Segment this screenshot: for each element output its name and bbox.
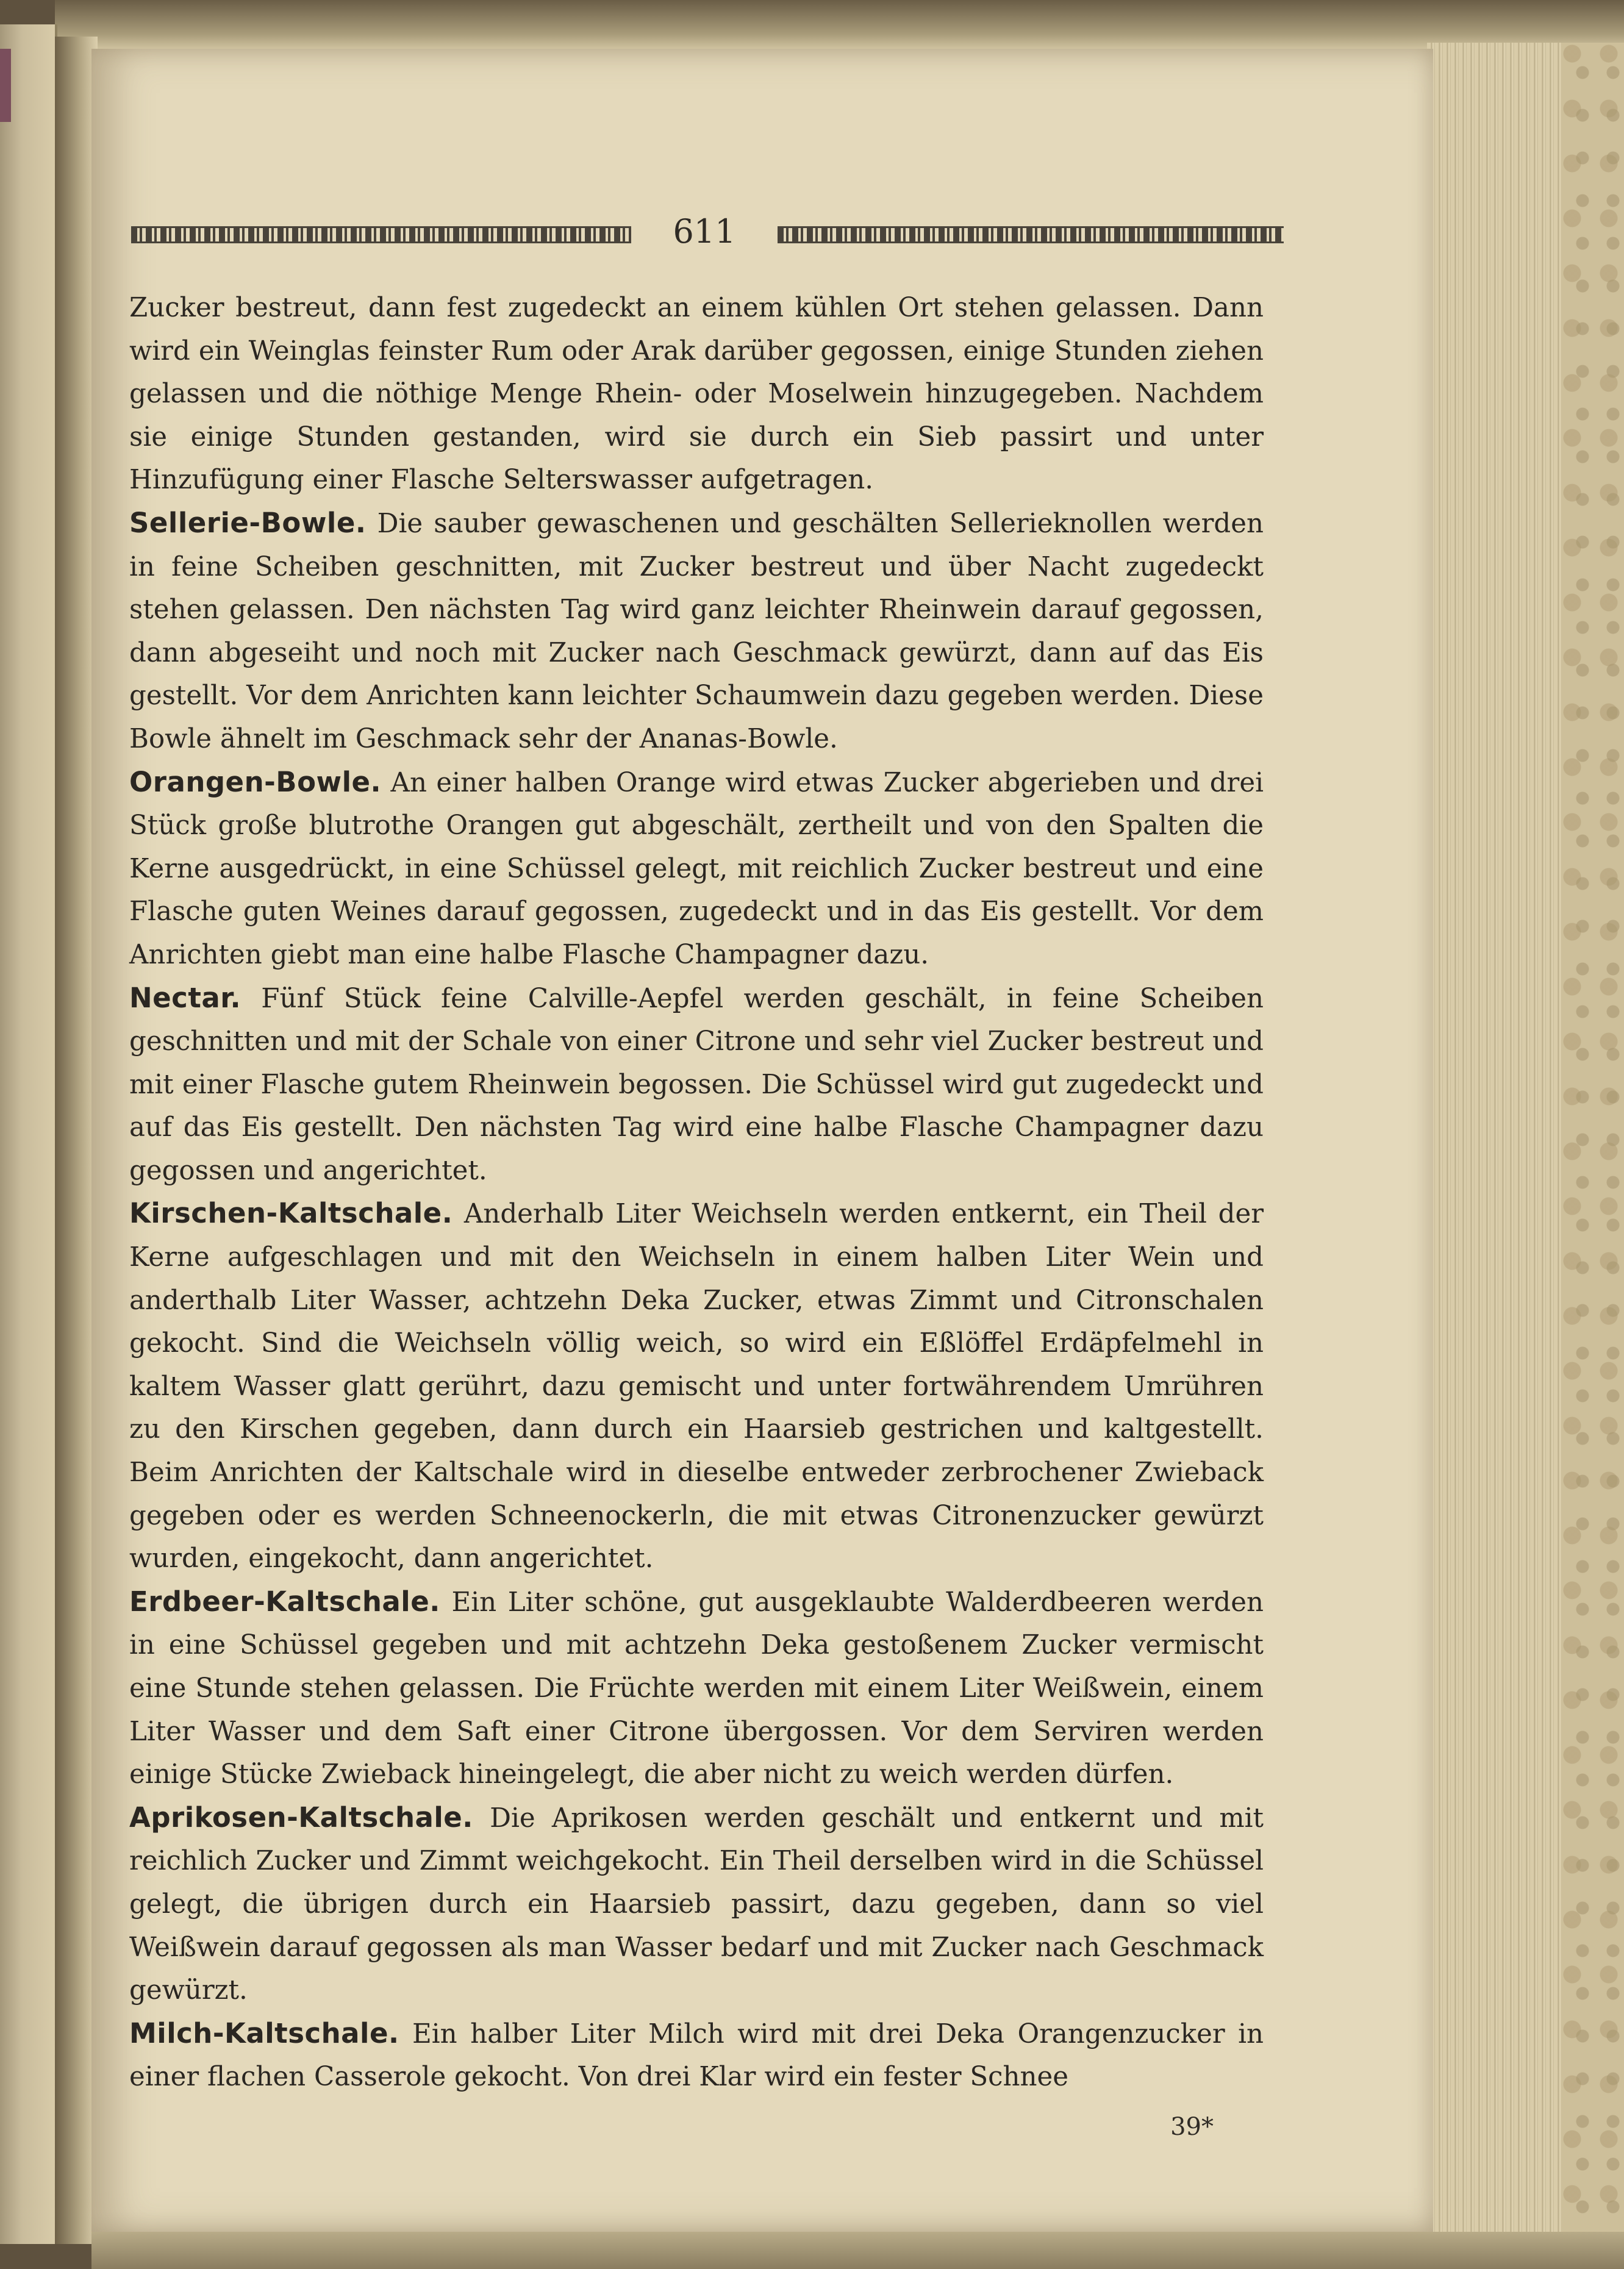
book-bottom-edge <box>91 2232 1624 2269</box>
recipe-kirschen-kaltschale <box>129 1192 1264 1580</box>
book-top-edge <box>55 0 1624 49</box>
page-body <box>129 287 1264 2099</box>
recipe-title: Nectar. <box>129 981 241 1014</box>
recipe-title: Milch-Kaltschale. <box>129 2017 399 2049</box>
header-ornament-right <box>778 226 1284 243</box>
recipe-sellerie-bowle <box>129 502 1264 761</box>
recipe-milch-kaltschale <box>129 2012 1264 2099</box>
endpaper-pattern <box>1561 43 1624 2238</box>
page-number: 611 <box>673 212 736 251</box>
paragraph-text: Zucker bestreut, dann fest zugedeckt an einem kühlen Ort stehen gelassen. Dann wird ein Weinglas feinster Rum oder Arak darüber gegossen, einige Stunden ziehen gelassen und die nöthige Menge Rhein- oder Moselwein hinzugegeben. Nachdem sie einige Stunden gestanden, wird sie durch ein Sieb passirt und unter Hinzufügung einer Flasche Selterswasser aufgetragen. <box>129 293 1264 496</box>
recipe-text: Die sauber gewaschenen und geschälten Sellerieknollen werden in feine Scheiben geschnitten, mit Zucker bestreut und über Nacht zugedeckt stehen gelassen. Den nächsten Tag wird ganz leichter Rheinwein darauf gegossen, dann abgeseiht und noch mit Zucker nach Geschmack gewürzt, dann auf das Eis gestellt. Vor dem Anrichten kann leichter Schaumwein dazu gegeben werden. Diese Bowle ähnelt im Geschmack sehr der Ananas-Bowle. <box>129 508 1264 754</box>
recipe-title: Orangen-Bowle. <box>129 765 382 798</box>
recipe-title: Kirschen-Kaltschale. <box>129 1197 453 1230</box>
paragraph-continuation <box>129 287 1264 502</box>
recipe-text: Anderhalb Liter Weichseln werden entkernt, ein Theil der Kerne aufgeschlagen und mit den Weichseln in einem halben Liter Wein und anderthalb Liter Wasser, achtzehn Deka Zucker, etwas Zimmt und Citronschalen gekocht. Sind die Weichseln völlig weich, so wird ein Eßlöffel Erdäpfelmehl in kaltem Wasser glatt gerührt, dazu gemischt und unter fortwährendem Umrühren zu den Kirschen gegeben, dann durch ein Haarsieb gestrichen und kaltgestellt. Beim Anrichten der Kaltschale wird in dieselbe entweder zerbrochener Zwieback gegeben oder es werden Schneenockerln, die mit etwas Citronenzucker gewürzt wurden, eingekocht, dann angerichtet. <box>129 1199 1264 1574</box>
bookmark-strip <box>0 49 11 122</box>
recipe-text: Ein halber Liter Milch wird mit drei Deka Orangenzucker in einer flachen Casserole gekocht. Von drei Klar wird ein fester Schnee <box>129 2018 1264 2093</box>
recipe-text: Die Aprikosen werden geschält und entkernt und mit reichlich Zucker und Zimmt weichgekocht. Ein Theil derselben wird in die Schüssel gelegt, die übrigen durch ein Haarsieb passirt, dazu gegeben, dann so viel Weißwein darauf gegossen als man Wasser bedarf und mit Zucker nach Geschmack gewürzt. <box>129 1803 1264 2006</box>
recipe-text: Ein Liter schöne, gut ausgeklaubte Walderdbeeren werden in eine Schüssel gegeben und mit achtzehn Deka gestoßenem Zucker vermischt eine Stunde stehen gelassen. Die Früchte werden mit einem Liter Weißwein, einem Liter Wasser und dem Saft einer Citrone übergossen. Vor dem Serviren werden einige Stücke Zwieback hineingelegt, die aber nicht zu weich werden dürfen. <box>129 1587 1264 1790</box>
page-header <box>131 210 1284 253</box>
recipe-title: Aprikosen-Kaltschale. <box>129 1801 473 1834</box>
recipe-title: Sellerie-Bowle. <box>129 506 367 539</box>
signature-mark: 39* <box>1170 2113 1214 2141</box>
recipe-erdbeer-kaltschale <box>129 1581 1264 1796</box>
recipe-title: Erdbeer-Kaltschale. <box>129 1585 440 1618</box>
previous-page-edge <box>0 24 57 2244</box>
recipe-orangen-bowle <box>129 761 1264 977</box>
header-ornament-left <box>131 226 631 243</box>
recipe-nectar <box>129 977 1264 1193</box>
recipe-aprikosen-kaltschale <box>129 1796 1264 2012</box>
recipe-text: Fünf Stück feine Calville-Aepfel werden geschält, in feine Scheiben geschnitten und mit der Schale von einer Citrone und sehr viel Zucker bestreut und mit einer Flasche gutem Rheinwein begossen. Die Schüssel wird gut zugedeckt und auf das Eis gestellt. Den nächsten Tag wird eine halbe Flasche Champagner dazu gegossen und angerichtet. <box>129 983 1264 1186</box>
recipe-text: An einer halben Orange wird etwas Zucker abgerieben und drei Stück große blutrothe Orangen gut abgeschält, zertheilt und von den Spalten die Kerne ausgedrückt, in eine Schüssel gelegt, mit reichlich Zucker bestreut und eine Flasche guten Weines darauf gegossen, zugedeckt und in das Eis gestellt. Vor dem Anrichten giebt man eine halbe Flasche Champagner dazu. <box>129 767 1264 970</box>
